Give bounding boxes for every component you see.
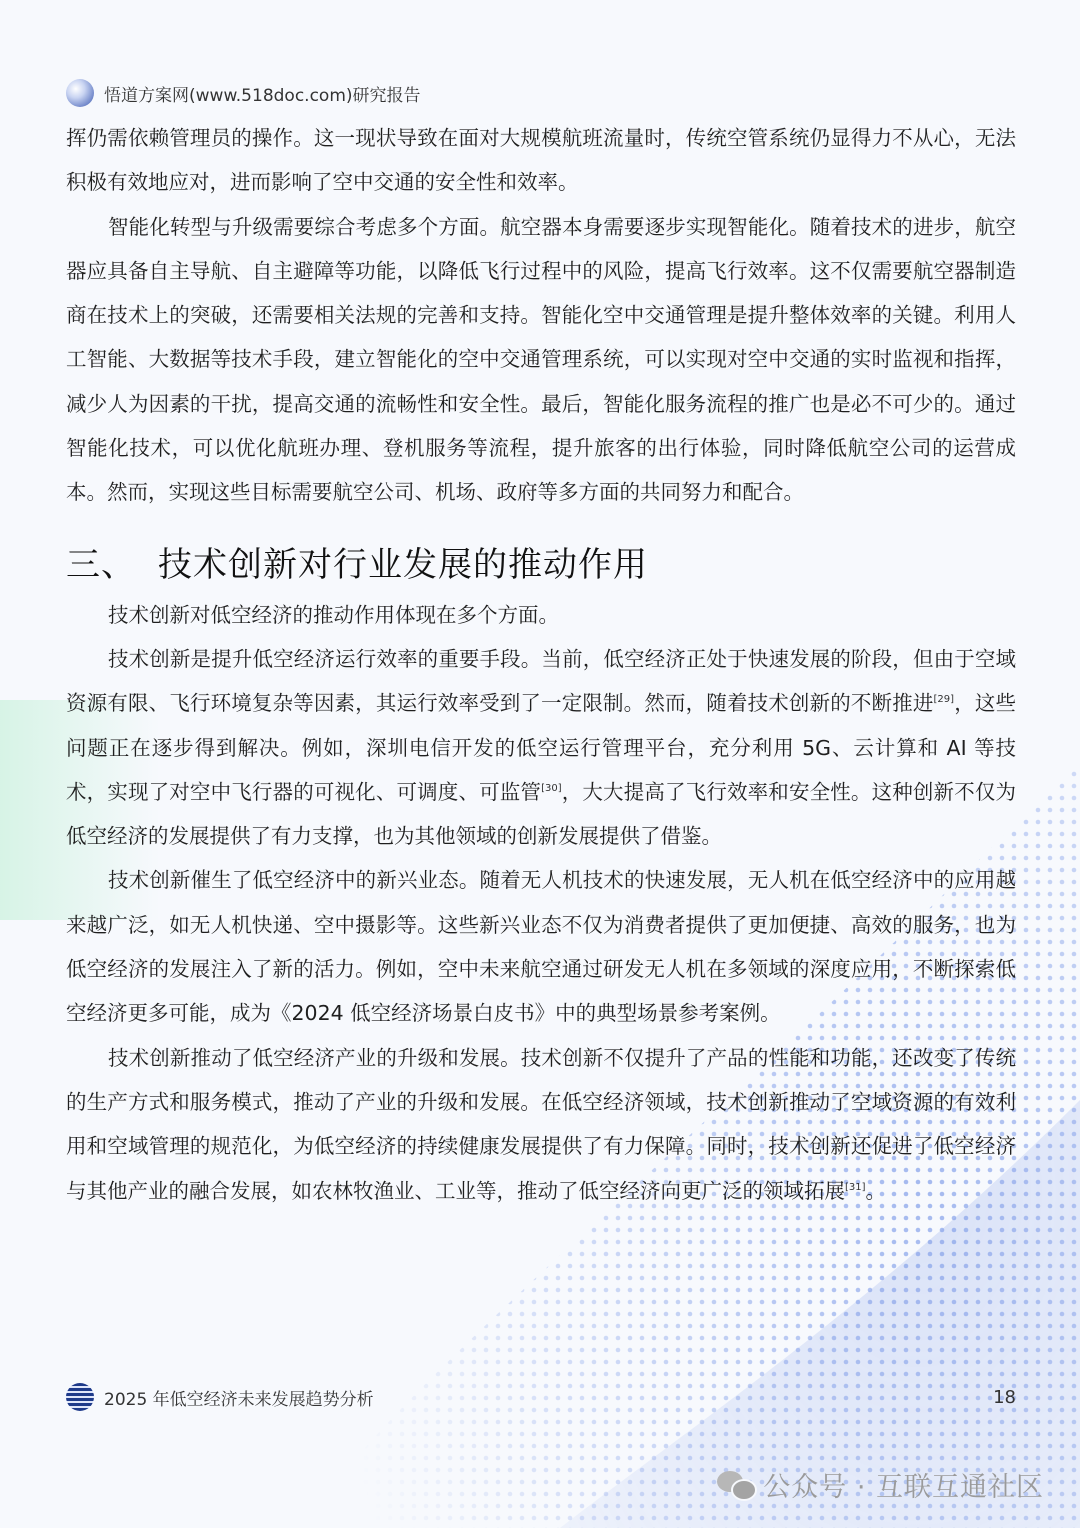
paragraph-new-business: 技术创新催生了低空经济中的新兴业态。随着无人机技术的快速发展，无人机在低空经济中的应用越来越广泛，如无人机快递、空中摄影等。这些新兴业态不仅为消费者提供了更加便捷、高效的服务，也为低空经济的发展注入了新的活力。例如，空中未来航空通过研发无人机在多领域的深度应用，不断探索低空经济更多可能，成为《2024 低空经济场景白皮书》中的典型场景参考案例。 [66,868,1016,1026]
section-title: 技术创新对行业发展的推动作用 [158,544,648,585]
section-number: 三、 [66,544,136,585]
text-run: ，大大提高了飞行效率和安全性。这种创新不仅为低空经济的发展提供了有力支撑，也为其他领域的创新发展提供了借鉴。 [66,779,1016,849]
section-heading [66,539,1016,591]
citation-30: [30] [541,783,562,795]
text-run: 技术创新是提升低空经济运行效率的重要手段。当前，低空经济正处于快速发展的阶段，但由于空域资源有限、飞行环境复杂等因素，其运行效率受到了一定限制。然而，随着技术创新的不断推进 [66,646,1016,716]
citation-29: [29] [933,694,955,706]
sphere-logo-icon [66,79,94,107]
striped-globe-logo-icon [66,1383,94,1411]
watermark [717,1462,1044,1506]
text-run: 。 [865,1178,887,1203]
header-source-text: 悟道方案网(www.518doc.com)研究报告 [104,85,421,106]
watermark-text: 公众号 · 互联互通社区 [763,1471,1044,1503]
text-run: 技术创新推动了低空经济产业的升级和发展。技术创新不仅提升了产品的性能和功能，还改变了传统的生产方式和服务模式，推动了产业的升级和发展。在低空经济领域，技术创新推动了空域资源的有效利用和空域管理的规范化，为低空经济的持续健康发展提供了有力保障。同时，技术创新还促进了低空经济与其他产业的融合发展，如农林牧渔业、工业等，推动了低空经济向更广泛的领域拓展 [66,1045,1016,1203]
page-footer [66,1382,1016,1412]
paragraph-continued: 挥仍需依赖管理员的操作。这一现状导致在面对大规模航班流量时，传统空管系统仍显得力不从心，无法积极有效地应对，进而影响了空中交通的安全性和效率。 [66,126,1016,195]
page-header [66,78,421,108]
paragraph-industry-upgrade [66,1036,1016,1213]
paragraph-efficiency [66,637,1016,858]
document-body [66,116,1016,1213]
text-run: ，这些问题正在逐步得到解决。例如，深圳电信开发的低空运行管理平台，充分利用 5G、云计算和 AI 等技术，实现了对空中飞行器的可视化、可调度、可监管 [66,691,1017,804]
paragraph-intelligent-transformation: 智能化转型与升级需要综合考虑多个方面。航空器本身需要逐步实现智能化。随着技术的进步，航空器应具备自主导航、自主避障等功能，以降低飞行过程中的风险，提高飞行效率。这不仅需要航空器制造商在技术上的突破，还需要相关法规的完善和支持。智能化空中交通管理是提升整体效率的关键。利用人工智能、大数据等技术手段，建立智能化的空中交通管理系统，可以实现对空中交通的实时监视和指挥，减少人为因素的干扰，提高交通的流畅性和安全性。最后，智能化服务流程的推广也是必不可少的。通过智能化技术，可以优化航班办理、登机服务等流程，提升旅客的出行体验，同时降低航空公司的运营成本。然而，实现这些目标需要航空公司、机场、政府等多方面的共同努力和配合。 [66,214,1016,505]
footer-report-title: 2025 年低空经济未来发展趋势分析 [104,1389,374,1410]
page-number: 18 [993,1386,1016,1408]
citation-31: [31] [845,1181,866,1193]
section-intro-paragraph: 技术创新对低空经济的推动作用体现在多个方面。 [108,602,559,627]
wechat-icon [717,1469,755,1499]
